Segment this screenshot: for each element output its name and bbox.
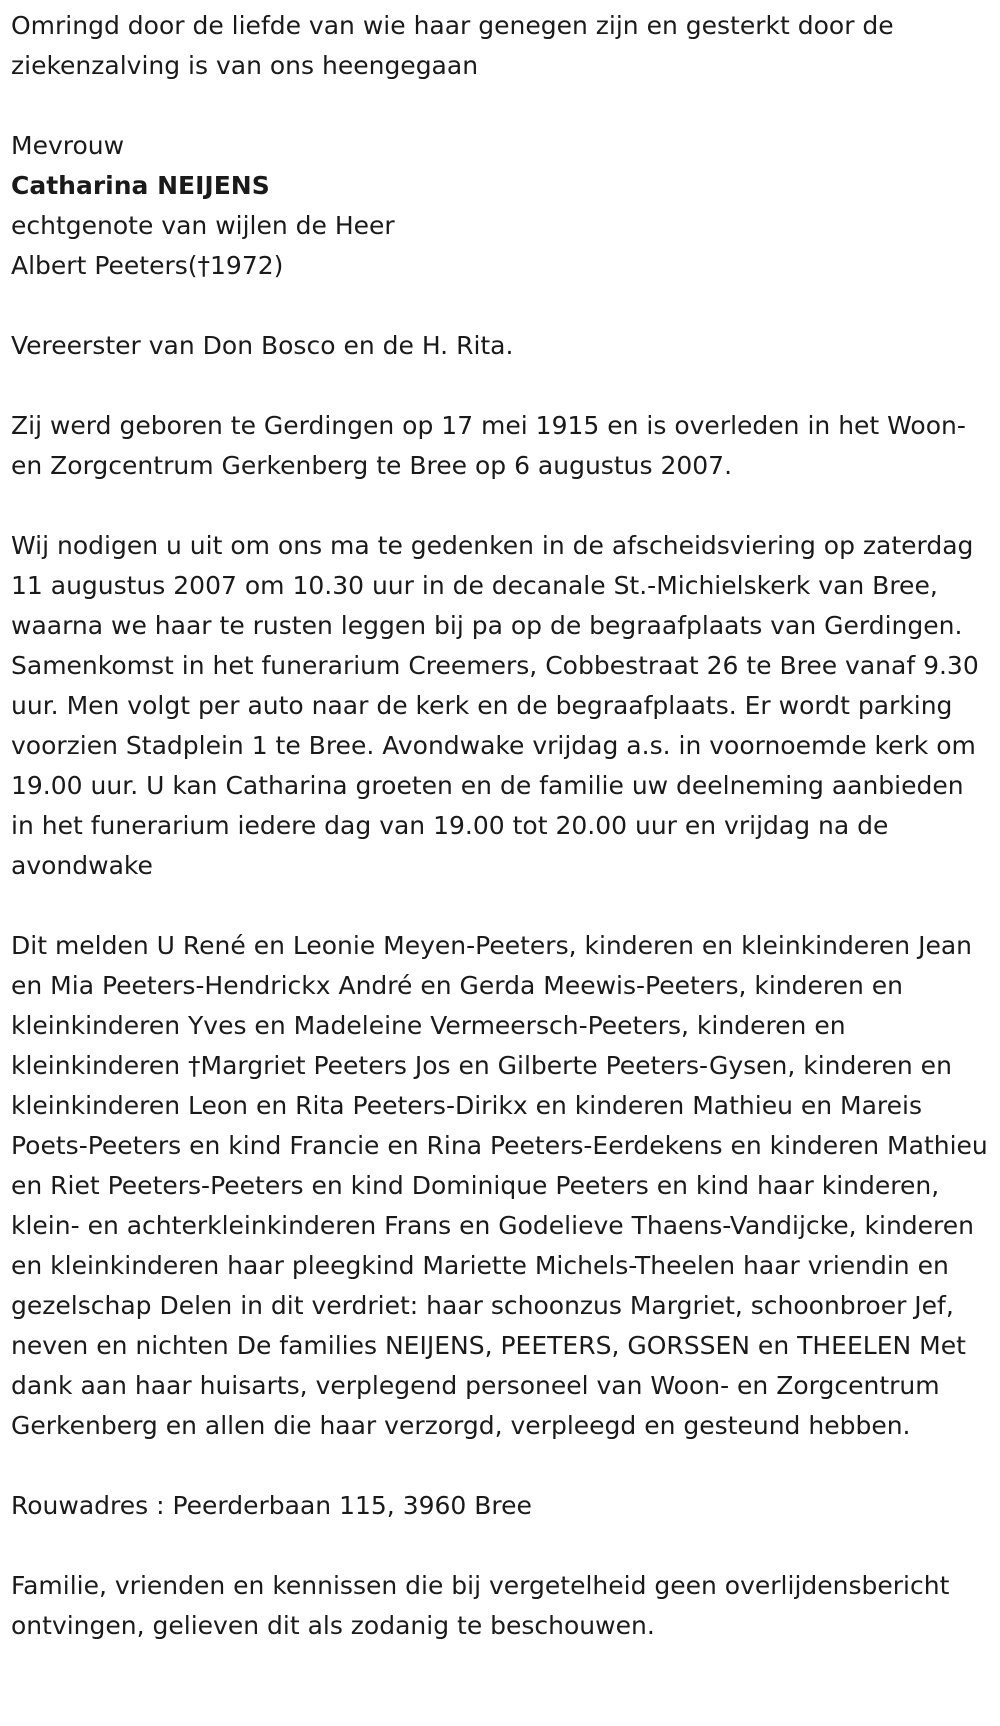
ceremony-paragraph: Wij nodigen u uit om ons ma te gedenken in de afscheidsviering op zaterdag 11 augustus 2007 om 10.30 uur in de decanale St.-Michielskerk van Bree, waarna we haar te rusten leggen bij pa op de begraafplaats van Gerdingen. Samenkomst in het funerarium Creemers, Cobbestraat 26 te Bree vanaf 9.30 uur. Men volgt per auto naar de kerk en de begraafplaats. Er wordt parking voorzien Stadplein 1 te Bree. Avondwake vrijdag a.s. in voornoemde kerk om 19.00 uur. U kan Catharina groeten en de familie uw deelneming aanbieden in het funerarium iedere dag van 19.00 tot 20.00 uur en vrijdag na de avondwake xyxy=(11,531,979,880)
intro-paragraph: Omringd door de liefde van wie haar genegen zijn en gesterkt door de ziekenzalving is van ons heengegaan xyxy=(11,11,894,80)
spacer xyxy=(11,1446,990,1486)
spacer xyxy=(11,86,990,126)
family-text-part-1: Dit melden U René en Leonie Meyen-Peeters, kinderen en kleinkinderen Jean en Mia Peeters-Hendrickx André en Gerda Meewis-Peeters, kinderen en kleinkinderen Yves en Madeleine Vermeersch-Peeters, kinderen en kleinkinderen xyxy=(11,931,973,1080)
deceased-name: Catharina NEIJENS xyxy=(11,171,270,200)
spacer xyxy=(11,486,990,526)
dagger-icon: † xyxy=(197,251,211,280)
spouse-line-1: echtgenote van wijlen de Heer xyxy=(11,211,395,240)
family-paragraph xyxy=(11,926,990,1446)
dagger-icon: † xyxy=(188,1051,201,1080)
family-text-part-2: Margriet Peeters Jos en Gilberte Peeters-Gysen, kinderen en kleinkinderen Leon en Rita Peeters-Dirikx en kinderen Mathieu en Mareis Poets-Peeters en kind Francie en Rina Peeters-Eerdekens en kinderen Mathieu en Riet Peeters-Peeters en kind Dominique Peeters en kind haar kinderen, klein- en achterkleinkinderen Frans en Godelieve Thaens-Vandijcke, kinderen en kleinkinderen haar pleegkind Mariette Michels-Theelen haar vriendin en gezelschap Delen in dit verdriet: haar schoonzus Margriet, schoonbroer Jef, neven en nichten De families NEIJENS, PEETERS, GORSSEN en THEELEN Met dank aan haar huisarts, verplegend personeel van Woon- en Zorgcentrum Gerkenberg en allen die haar verzorgd, verpleegd en gesteund hebben. xyxy=(11,1051,988,1440)
birth-death-paragraph: Zij werd geboren te Gerdingen op 17 mei 1915 en is overleden in het Woon- en Zorgcentrum Gerkenberg te Bree op 6 augustus 2007. xyxy=(11,411,966,480)
spouse-name: Albert Peeters( xyxy=(11,251,198,280)
closing-paragraph: Familie, vrienden en kennissen die bij vergetelheid geen overlijdensbericht ontvingen, gelieven dit als zodanig te beschouwen. xyxy=(11,1571,950,1640)
spacer xyxy=(11,886,990,926)
salutation: Mevrouw xyxy=(11,131,125,160)
honor-paragraph: Vereerster van Don Bosco en de H. Rita. xyxy=(11,331,514,360)
spacer xyxy=(11,286,990,326)
spacer xyxy=(11,366,990,406)
spouse-death-year: 1972) xyxy=(210,251,284,280)
spouse-line-2 xyxy=(11,246,990,286)
spacer xyxy=(11,1526,990,1566)
mourning-address: Rouwadres : Peerderbaan 115, 3960 Bree xyxy=(11,1491,532,1520)
